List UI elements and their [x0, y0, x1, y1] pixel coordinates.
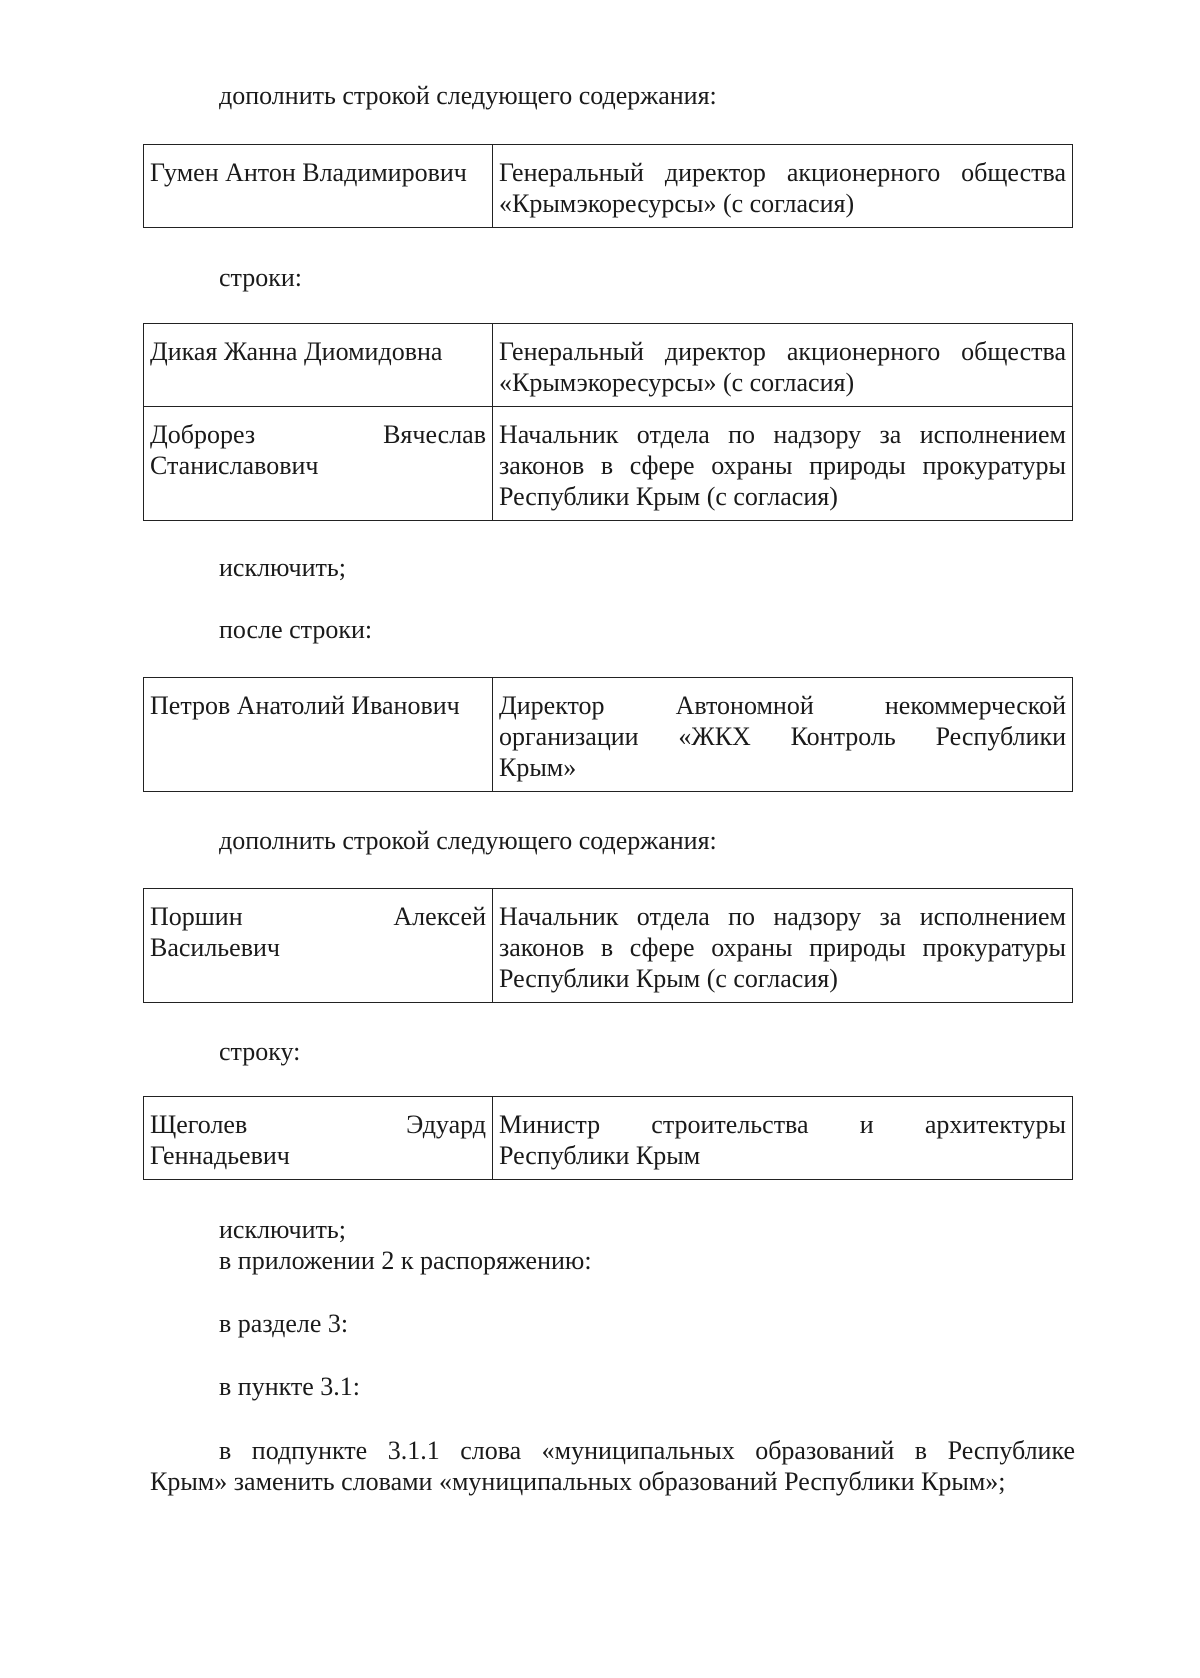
name-cell: Гумен Антон Владимирович	[144, 145, 493, 228]
name-given: Алексей	[393, 902, 486, 931]
position-cell	[493, 1097, 1073, 1180]
appendix-text: в приложении 2 к распоряжению:	[219, 1246, 592, 1275]
position-cell: Генеральный директор акционерного общества «Крымэкоресурсы» (с согласия)	[493, 145, 1073, 228]
name-patronymic: Станиславович	[150, 451, 319, 480]
name-cell	[144, 1097, 493, 1180]
subpoint-line-1: в подпункте 3.1.1 слова «муниципальных образований в Республике	[219, 1436, 1075, 1465]
name-patronymic: Васильевич	[150, 933, 280, 962]
position-cell: Генеральный директор акционерного общества «Крымэкоресурсы» (с согласия)	[493, 324, 1073, 407]
intro-add-text: дополнить строкой следующего содержания:	[219, 81, 717, 110]
name-first-line	[150, 1109, 486, 1140]
name-surname: Доброрез	[150, 420, 256, 449]
table-shchegolev	[143, 1096, 1073, 1180]
name-given: Эдуард	[406, 1110, 486, 1139]
exclude-text-2: исключить;	[219, 1215, 346, 1244]
position-cell: Начальник отдела по надзору за исполнением законов в сфере охраны природы прокуратуры Республики Крым (с согласия)	[493, 407, 1073, 521]
table-excluded-rows	[143, 323, 1073, 521]
table-row	[144, 324, 1073, 407]
name-cell	[144, 407, 493, 521]
table-row	[144, 145, 1073, 228]
rows-label: строки:	[219, 263, 302, 292]
table-gumen	[143, 144, 1073, 228]
subpoint-line-2: Крым» заменить словами «муниципальных образований Республики Крым»;	[150, 1467, 1006, 1496]
point-text: в пункте 3.1:	[219, 1372, 361, 1401]
after-row-text: после строки:	[219, 615, 373, 644]
position-cell	[493, 678, 1073, 792]
table-row	[144, 889, 1073, 1003]
name-cell	[144, 889, 493, 1003]
row-label: строку:	[219, 1037, 301, 1066]
name-patronymic: Геннадьевич	[150, 1141, 290, 1170]
name-cell: Петров Анатолий Иванович	[144, 678, 493, 792]
name-given: Вячеслав	[383, 420, 486, 449]
position-cell: Начальник отдела по надзору за исполнением законов в сфере охраны природы прокуратуры Республики Крым (с согласия)	[493, 889, 1073, 1003]
intro-add-text-2: дополнить строкой следующего содержания:	[219, 826, 717, 855]
name-cell: Дикая Жанна Диомидовна	[144, 324, 493, 407]
position-line: Министр строительства и архитектуры	[499, 1110, 1066, 1139]
position-line: Республики Крым	[499, 1141, 701, 1170]
position-line: Директор Автономной некоммерческой	[499, 691, 1066, 720]
name-first-line	[150, 419, 486, 450]
section-text: в разделе 3:	[219, 1309, 349, 1338]
table-row	[144, 407, 1073, 521]
table-row	[144, 678, 1073, 792]
name-surname: Поршин	[150, 902, 243, 931]
name-first-line	[150, 901, 486, 932]
position-line: Крым»	[499, 753, 577, 782]
position-line: организации «ЖКХ Контроль Республики	[499, 722, 1066, 751]
table-row	[144, 1097, 1073, 1180]
exclude-text-1: исключить;	[219, 553, 346, 582]
table-petrov	[143, 677, 1073, 792]
table-porshin	[143, 888, 1073, 1003]
name-surname: Щеголев	[150, 1110, 248, 1139]
subpoint-paragraph	[150, 1435, 1075, 1497]
